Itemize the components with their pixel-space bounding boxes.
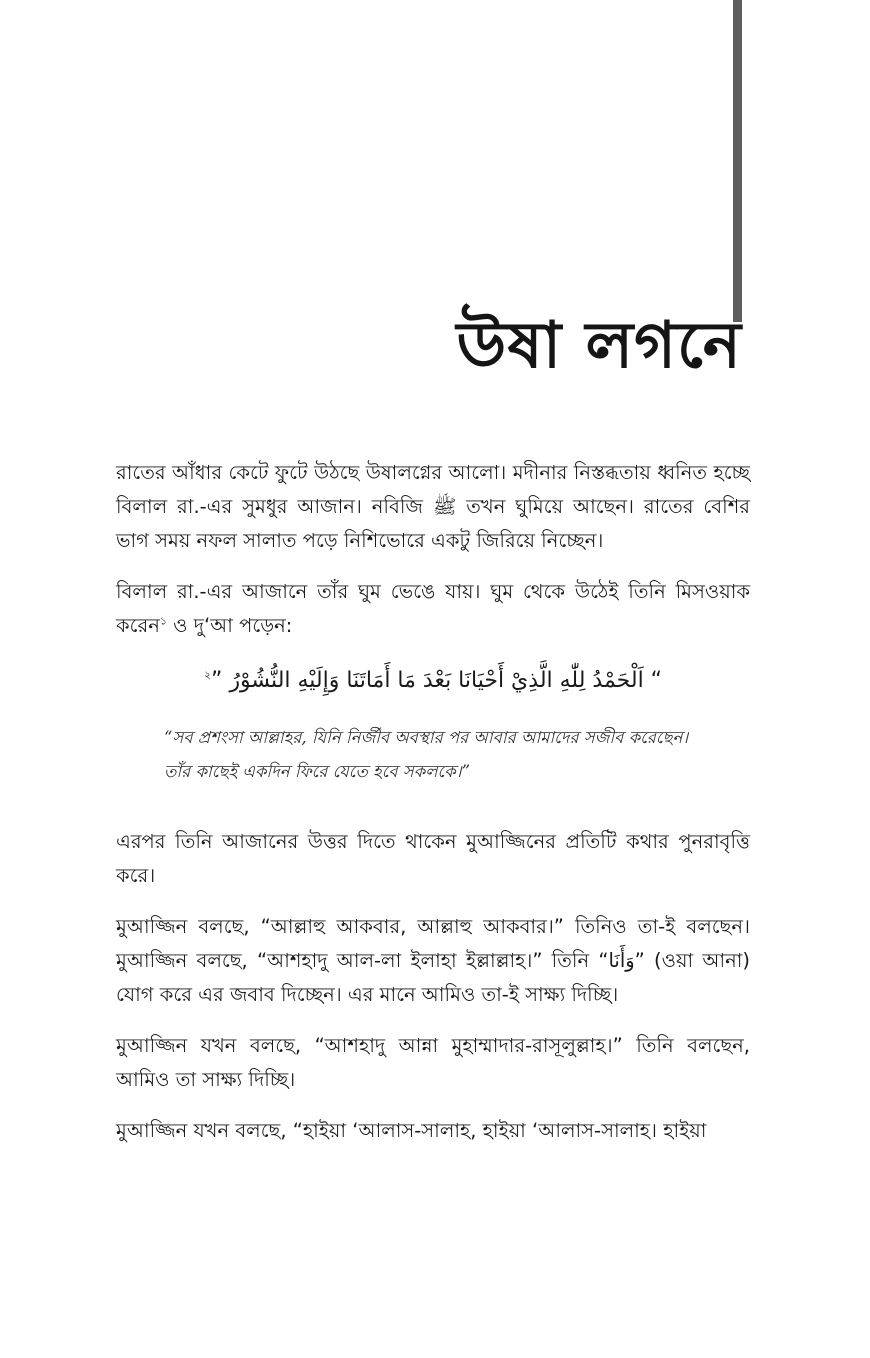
chapter-body — [116, 456, 750, 1165]
dua-translation-line-1: “সব প্রশংসা আল্লাহর, যিনি নির্জীব অবস্থার পর আবার আমাদের সজীব করেছেন। — [164, 728, 689, 747]
paragraph-2 — [116, 575, 750, 643]
footnote-marker-2[interactable]: ২ — [203, 668, 212, 682]
footnote-marker-1[interactable]: ১ — [159, 614, 167, 628]
chapter-side-bar — [733, 0, 742, 322]
dua-translation — [164, 721, 750, 789]
chapter-title: উষা লগনে — [456, 309, 742, 383]
paragraph-4: মুআজ্জিন বলছে, “আল্লাহু আকবার, আল্লাহু আকবার।” তিনিও তা-ই বলছেন। মুআজ্জিন বলছে, “আশহাদু আল-লা ইলাহা ইল্লাল্লাহ।” তিনি “وَأَنَا” (ওয়া আনা) যোগ করে এর জবাব দিচ্ছেন। এর মানে আমিও তা-ই সাক্ষ্য দিচ্ছি। — [116, 915, 751, 1006]
paragraph-2-text-a: বিলাল রা.-এর আজানে তাঁর ঘুম ভেঙে যায়। ঘুম থেকে উঠেই তিনি মিসওয়াক করেন — [116, 580, 750, 637]
paragraph-2-text-b: ও দু‘আ পড়েন: — [166, 614, 293, 637]
arabic-dua — [116, 661, 750, 701]
arabic-dua-text: “ اَلْحَمْدُ لِلّٰهِ الَّذِيْ أَحْيَانَا بَعْدَ مَا أَمَاتَنَا وَإِلَيْهِ النُّشُوْرُ ” — [211, 668, 663, 693]
paragraph-5: মুআজ্জিন যখন বলছে, “আশহাদু আন্না মুহাম্মাদার-রাসূলুল্লাহ।” তিনি বলছেন, আমিও তা সাক্ষ্য দিচ্ছি। — [116, 1034, 750, 1091]
paragraph-1: রাতের আঁধার কেটে ফুটে উঠছে উষালগ্নের আলো। মদীনার নিস্তব্ধতায় ধ্বনিত হচ্ছে বিলাল রা.-এর সুমধুর আজান। নবিজি ﷺ তখন ঘুমিয়ে আছেন। রাতের বেশির ভাগ সময় নফল সালাত পড়ে নিশিভোরে একটু জিরিয়ে নিচ্ছেন। — [116, 461, 750, 552]
paragraph-6: মুআজ্জিন যখন বলছে, “হাইয়া ‘আলাস-সালাহ, হাইয়া ‘আলাস-সালাহ। হাইয়া — [116, 1119, 707, 1142]
paragraph-3: এরপর তিনি আজানের উত্তর দিতে থাকেন মুআজ্জিনের প্রতিটি কথার পুনরাবৃত্তি করে। — [116, 830, 750, 887]
dua-translation-line-2: তাঁর কাছেই একদিন ফিরে যেতে হবে সকলকে।” — [164, 762, 471, 781]
